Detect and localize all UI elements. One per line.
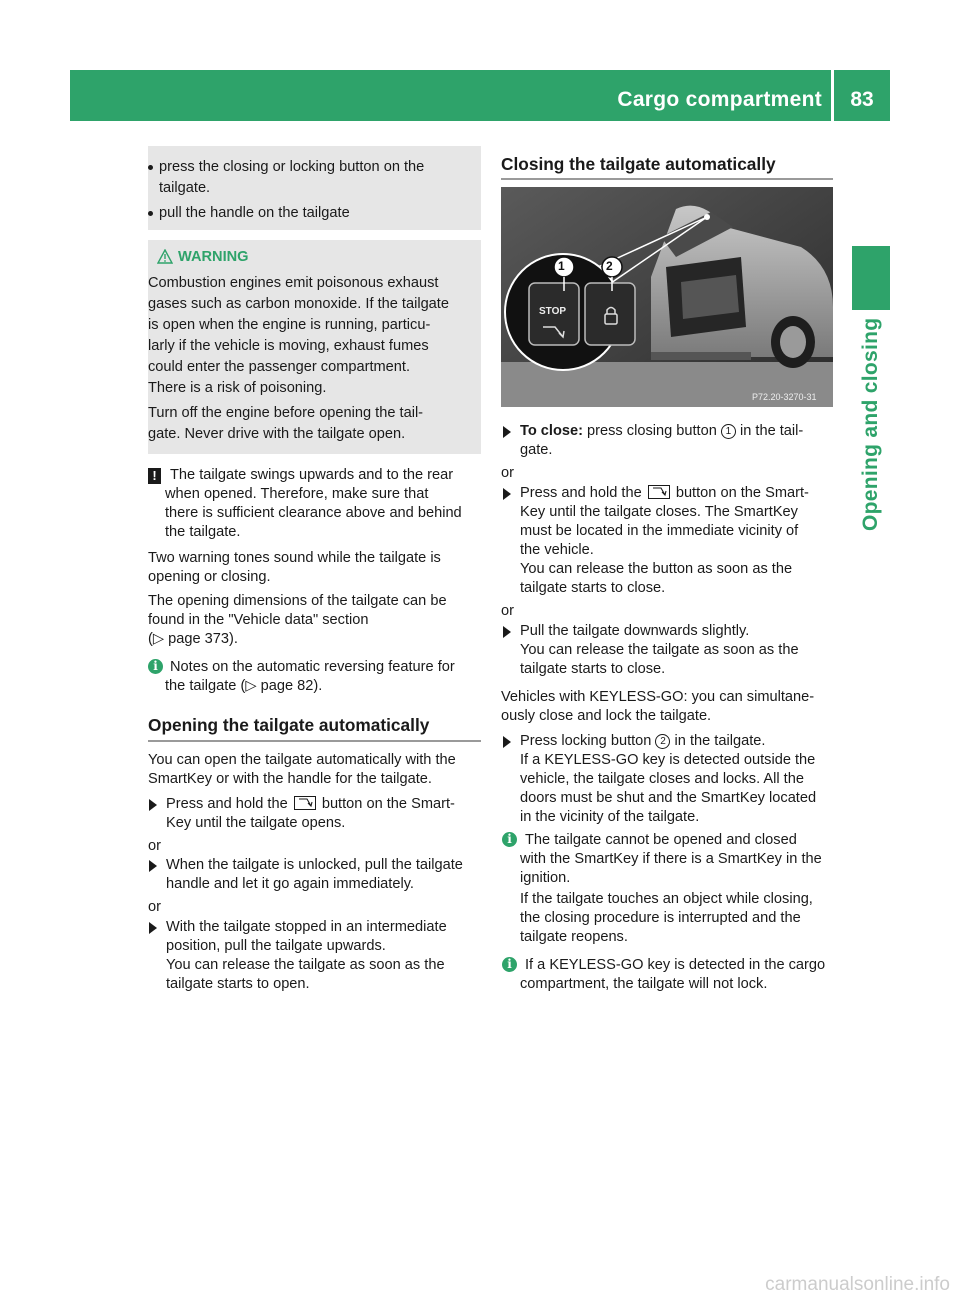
or-separator: or [148, 838, 161, 854]
list-item-text: tailgate. [159, 180, 211, 196]
step-text: Key until the tailgate opens. [166, 815, 346, 831]
or-separator: or [501, 465, 514, 481]
caution-text: there is sufficient clearance above and behind [165, 505, 462, 521]
caution-text: The tailgate swings upwards and to the rear [170, 467, 454, 483]
warning-text: Turn off the engine before opening the tail- [148, 405, 424, 421]
section-header-title: Cargo compartment [617, 88, 822, 111]
step-text: Key until the tailgate closes. The SmartKey [520, 504, 798, 520]
info-icon: i [148, 659, 163, 674]
step-text: button on the Smart- [675, 485, 809, 501]
step-text: gate. [520, 442, 553, 458]
step-arrow-icon [503, 426, 511, 438]
step-arrow-icon [149, 922, 157, 934]
caution-text: the tailgate. [165, 524, 241, 540]
instruction-step [520, 422, 803, 440]
step-text: handle and let it go again immediately. [166, 876, 414, 892]
tailgate-illustration [501, 187, 833, 407]
note-text: Notes on the automatic reversing feature for [170, 659, 455, 675]
step-text: With the tailgate stopped in an intermediate [166, 919, 447, 935]
step-text: Pull the tailgate downwards slightly. [520, 623, 750, 639]
info-icon: i [502, 832, 517, 847]
step-text: in the tailgate. [674, 733, 766, 749]
list-item-text: press the closing or locking button on the [159, 159, 425, 175]
step-arrow-icon [149, 860, 157, 872]
paragraph-text: SmartKey or with the handle for the tailgate. [148, 771, 432, 787]
paragraph-text: You can open the tailgate automatically with the [148, 752, 456, 768]
bullet-icon [148, 165, 153, 170]
step-text: must be located in the immediate vicinity of [520, 523, 799, 539]
warning-text: larly if the vehicle is moving, exhaust fumes [148, 338, 429, 354]
paragraph-text: found in the "Vehicle data" section [148, 612, 369, 628]
step-text: position, pull the tailgate upwards. [166, 938, 386, 954]
step-arrow-icon [503, 626, 511, 638]
tailgate-button-icon [648, 485, 670, 499]
step-text: doors must be shut and the SmartKey located [520, 790, 817, 806]
paragraph-text: Vehicles with KEYLESS-GO: you can simultane- [501, 689, 815, 705]
callout-1-icon: 1 [721, 424, 736, 439]
note-text: with the SmartKey if there is a SmartKey in the [520, 851, 822, 867]
note-text: The tailgate cannot be opened and closed [525, 832, 797, 848]
step-text: tailgate starts to open. [166, 976, 310, 992]
warning-title: WARNING [178, 249, 249, 265]
step-text: You can release the button as soon as the [520, 561, 793, 577]
watermark: carmanualsonline.info [765, 1274, 950, 1295]
caution-text: when opened. Therefore, make sure that [165, 486, 429, 502]
step-text: If a KEYLESS-GO key is detected outside the [520, 752, 816, 768]
step-text: tailgate starts to close. [520, 580, 666, 596]
side-tab-marker [852, 246, 890, 310]
step-arrow-icon [503, 488, 511, 500]
step-label: To close: [520, 423, 583, 439]
note-text: If the tailgate touches an object while closing, [520, 891, 813, 907]
warning-triangle-icon [157, 249, 173, 264]
instruction-step [166, 795, 455, 813]
step-text: in the vicinity of the tailgate. [520, 809, 700, 825]
step-text: tailgate starts to close. [520, 661, 666, 677]
or-separator: or [148, 899, 161, 915]
callout-2-icon: 2 [655, 734, 670, 749]
step-text: the vehicle. [520, 542, 594, 558]
section-title-closing: Closing the tailgate automatically [501, 154, 776, 174]
page-reference-link[interactable]: (▷ page 373). [148, 631, 238, 647]
warning-text: could enter the passenger compartment. [148, 359, 411, 375]
paragraph-text: The opening dimensions of the tailgate can be [148, 593, 447, 609]
tailgate-photo [501, 187, 833, 407]
page-number: 83 [850, 88, 874, 111]
step-arrow-icon [503, 736, 511, 748]
step-text: You can release the tailgate as soon as the [166, 957, 445, 973]
callout-1: 1 [558, 259, 565, 273]
bullet-box [148, 146, 481, 230]
stop-label: STOP [539, 306, 567, 317]
step-text: When the tailgate is unlocked, pull the tailgate [166, 857, 463, 873]
tailgate-button-icon [294, 796, 316, 810]
section-divider [501, 178, 833, 180]
paragraph-text: opening or closing. [148, 569, 271, 585]
warning-text: There is a risk of poisoning. [148, 380, 327, 396]
callout-2: 2 [606, 259, 613, 273]
info-icon: i [502, 957, 517, 972]
section-title-opening: Opening the tailgate automatically [148, 715, 430, 735]
page-reference-link[interactable]: the tailgate (▷ page 82). [165, 678, 323, 694]
warning-text: is open when the engine is running, particu- [148, 317, 431, 333]
warning-text: gate. Never drive with the tailgate open. [148, 426, 406, 442]
warning-text: Combustion engines emit poisonous exhaust [148, 275, 439, 291]
paragraph-text: ously close and lock the tailgate. [501, 708, 712, 724]
header-bar [70, 70, 890, 121]
section-divider [148, 740, 481, 742]
instruction-step [520, 732, 765, 750]
note-text: compartment, the tailgate will not lock. [520, 976, 768, 992]
note-text: If a KEYLESS-GO key is detected in the cargo [525, 957, 826, 973]
bullet-icon [148, 211, 153, 216]
step-text: Press locking button [520, 733, 652, 749]
warning-text: gases such as carbon monoxide. If the tailgate [148, 296, 449, 312]
step-text: Press and hold the [520, 485, 642, 501]
side-tab-label: Opening and closing [859, 318, 882, 532]
step-text: press closing button [587, 423, 717, 439]
note-text: tailgate reopens. [520, 929, 628, 945]
step-text: vehicle, the tailgate closes and locks. All the [520, 771, 804, 787]
list-item-text: pull the handle on the tailgate [159, 205, 350, 221]
step-text: You can release the tailgate as soon as the [520, 642, 799, 658]
step-arrow-icon [149, 799, 157, 811]
note-text: ignition. [520, 870, 571, 886]
caution-icon: ! [148, 468, 161, 484]
or-separator: or [501, 603, 514, 619]
note-text: the closing procedure is interrupted and the [520, 910, 801, 926]
figure-code: P72.20-3270-31 [752, 392, 817, 402]
step-text: in the tail- [739, 423, 804, 439]
warning-box [148, 240, 481, 454]
paragraph-text: Two warning tones sound while the tailgate is [148, 550, 441, 566]
step-text: button on the Smart- [321, 796, 455, 812]
instruction-step [520, 484, 809, 502]
step-text: Press and hold the [166, 796, 288, 812]
